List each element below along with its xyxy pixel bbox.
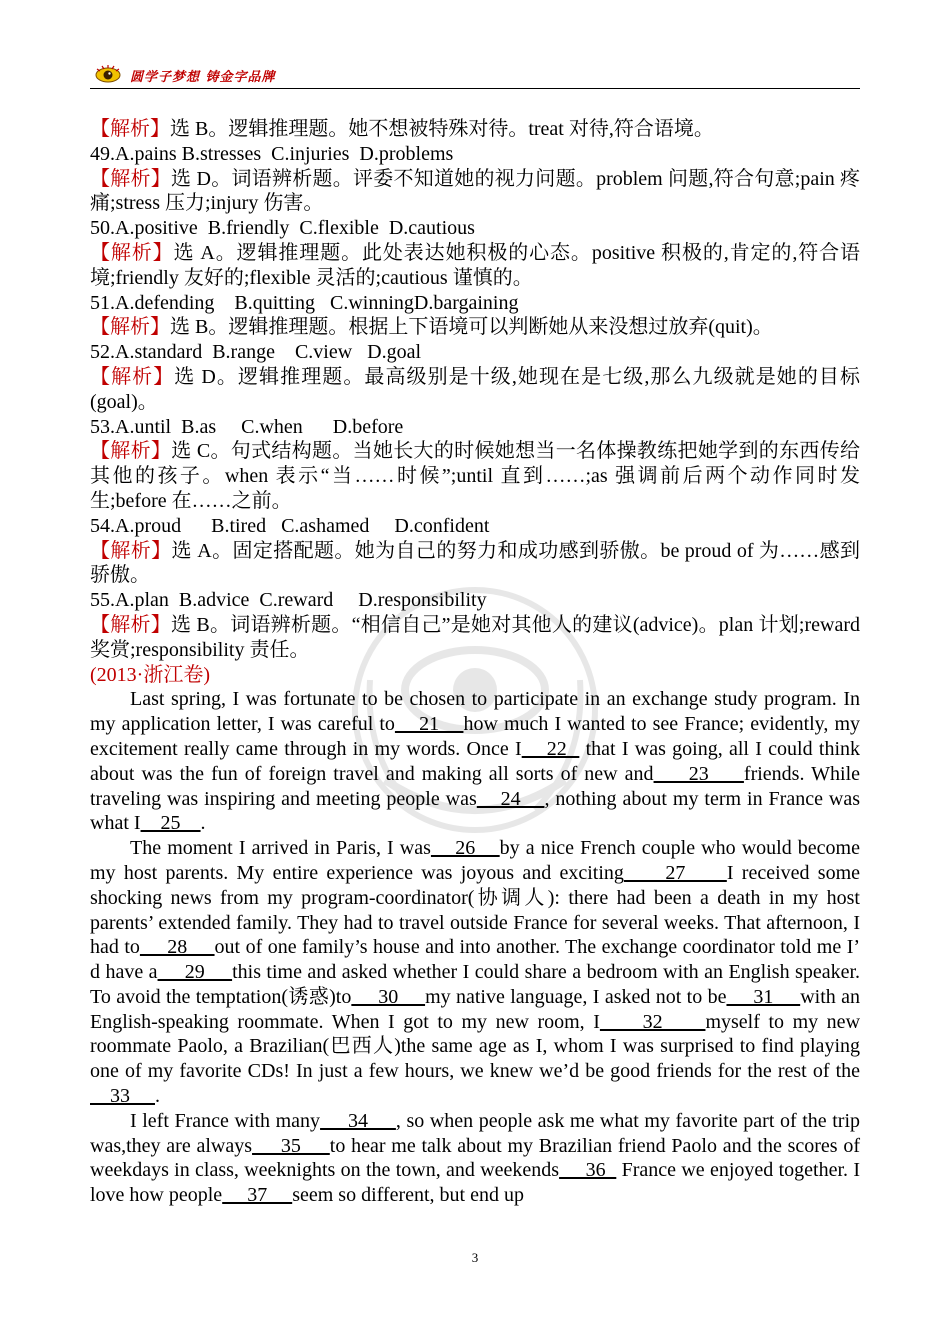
cloze-blank: 36 — [559, 1159, 617, 1182]
cloze-blank: 32 — [599, 1010, 706, 1033]
analysis-tag: 【解析】 — [90, 440, 172, 463]
analysis-text: 选 D。逻辑推理题。最高级别是十级,她现在是七级,那么九级就是她的目标(goal)。 — [90, 365, 861, 413]
passage-text: with an English-speaking roommate. When I got to my new room, I — [90, 985, 860, 1033]
passage-text: this time and asked whether I could share a bedroom with an English speaker. To avoid the temptation(诱惑)to — [90, 961, 861, 1008]
analysis-text: 选 A。固定搭配题。她为自己的努力和成功感到骄傲。be proud of 为……感到骄傲。 — [90, 539, 861, 587]
passage-text: out of one family’s house and into another. The exchange coordinator told me I’ d have a — [90, 936, 861, 984]
passage-text: I left France with many — [130, 1109, 321, 1132]
passage-text: . — [155, 1085, 160, 1108]
analysis-line — [90, 117, 860, 142]
cloze-blank: 29 — [157, 961, 233, 984]
cloze-blank: 27 — [623, 861, 727, 884]
analysis-line — [90, 539, 860, 589]
passage-text: The moment I arrived in Paris, I was — [130, 837, 431, 860]
eye-logo-icon — [94, 64, 122, 84]
analysis-text: 选 A。逻辑推理题。此处表达她积极的心态。positive 积极的,肯定的,符合语境;friendly 友好的;flexible 灵活的;cautious 谨慎的。 — [90, 241, 861, 289]
analysis-tag: 【解析】 — [90, 365, 175, 388]
analysis-text: 选 B。逻辑推理题。根据上下语境可以判断她从来没想过放弃(quit)。 — [170, 316, 773, 339]
cloze-blank: 35 — [252, 1134, 330, 1157]
passage-paragraph — [90, 687, 860, 836]
analysis-tag: 【解析】 — [90, 613, 171, 636]
analysis-text: 选 C。句式结构题。当她长大的时候她想当一名体操教练把她学到的东西传给其他的孩子。when 表示“当……时候”;until 直到……;as 强调前后两个动作同时发生;before 在……之前。 — [90, 440, 861, 512]
cloze-blank: 24 — [476, 787, 545, 810]
passage-paragraph — [90, 1109, 860, 1208]
cloze-blank: 22 — [521, 737, 580, 760]
analysis-text: 选 D。词语辨析题。评委不知道她的视力问题。problem 问题,符合句意;pain 疼痛;stress 压力;injury 伤害。 — [90, 167, 861, 215]
passage-text: , so when people ask me what my favorite part of the trip was,they are always — [90, 1109, 861, 1157]
brand-slogan: 圆学子梦想 铸金字品牌 — [130, 70, 276, 85]
passage-text: my native language, I asked not to be — [425, 985, 727, 1008]
option-text: 55.A.plan B.advice C.reward D.responsibility — [90, 589, 487, 612]
cloze-blank: 25 — [140, 812, 201, 835]
passage-text: myself to my new roommate Paolo, a Brazilian(巴西人)the same age as I, whom I was surprised to find playing one of my favorite CDs! In just a few hours, we knew we’d be good friends for the rest of the — [90, 1010, 861, 1083]
analysis-line — [90, 439, 860, 513]
analysis-line — [90, 365, 860, 415]
passage-text: . — [200, 812, 206, 835]
option-line — [90, 340, 860, 365]
analysis-tag: 【解析】 — [90, 167, 172, 190]
cloze-blank: 26 — [430, 837, 500, 860]
option-line — [90, 588, 860, 613]
analysis-text: 选 B。逻辑推理题。她不想被特殊对待。treat 对待,符合语境。 — [170, 118, 714, 140]
cloze-blank: 21 — [394, 713, 464, 736]
option-line — [90, 216, 860, 241]
analysis-line — [90, 167, 860, 217]
cloze-blank: 30 — [351, 985, 426, 1008]
passage-text: seem so different, but end up — [292, 1184, 524, 1207]
passage-paragraph — [90, 836, 860, 1109]
passage-text: by a nice French couple who would become my host parents. My entire experience was joyous and exciting — [90, 837, 860, 884]
option-text: 53.A.until B.as C.when D.before — [90, 415, 404, 438]
document-body — [90, 117, 866, 1208]
option-line — [90, 415, 860, 440]
passage-text: how much I wanted to see France; evidently, my excitement really came through in my words. Once I — [90, 713, 861, 760]
analysis-line — [90, 241, 860, 291]
option-text: 51.A.defending B.quitting C.winningD.bargaining — [90, 291, 519, 314]
passage-text: France we enjoyed together. I love how people — [90, 1159, 861, 1207]
option-text: 49.A.pains B.stresses C.injuries D.problems — [90, 142, 454, 165]
analysis-line — [90, 315, 860, 340]
page-number: 3 — [471, 1250, 479, 1265]
option-line — [90, 142, 860, 167]
cloze-blank: 37 — [222, 1184, 293, 1207]
analysis-tag: 【解析】 — [90, 241, 174, 264]
passage-text: , nothing about my term in France was what I — [90, 787, 861, 835]
cloze-blank: 31 — [726, 985, 801, 1008]
passage-text: that I was going, all I could think about was the fun of foreign travel and making all sorts of new and — [90, 737, 861, 785]
option-line — [90, 514, 860, 539]
option-text: 54.A.proud B.tired C.ashamed D.confident — [90, 514, 490, 537]
analysis-text: 选 B。词语辨析题。“相信自己”是她对其他人的建议(advice)。plan 计划;reward 奖赏;responsibility 责任。 — [90, 613, 866, 661]
analysis-line — [90, 613, 866, 663]
passage-text: to hear me talk about my Brazilian friend Paolo and the scores of weekdays in class, weeknights on the town, and weekends — [90, 1134, 861, 1182]
page-header — [90, 62, 860, 89]
passage-text: I received some shocking news from my program-coordinator(协调人): there had been a death in my host parents’ extended family. They had to travel outside France for several weeks. That afternoon, I had to — [90, 861, 861, 959]
passage-text: friends. While traveling was inspiring and meeting people was — [90, 762, 861, 810]
cloze-blank: 23 — [653, 762, 744, 785]
analysis-tag: 【解析】 — [90, 539, 172, 562]
option-text: 50.A.positive B.friendly C.flexible D.cautious — [90, 217, 475, 240]
cloze-blank: 33 — [90, 1085, 155, 1108]
option-line — [90, 291, 860, 316]
option-text: 52.A.standard B.range C.view D.goal — [90, 341, 422, 364]
cloze-blank: 34 — [320, 1109, 396, 1132]
source-label: (2013·浙江卷) — [90, 663, 210, 686]
passage-text: Last spring, I was fortunate to be chosen to participate in an exchange study program. In my application letter, I was careful to — [90, 688, 860, 736]
analysis-tag: 【解析】 — [90, 316, 170, 339]
cloze-blank: 28 — [139, 936, 215, 959]
analysis-tag: 【解析】 — [90, 118, 170, 140]
